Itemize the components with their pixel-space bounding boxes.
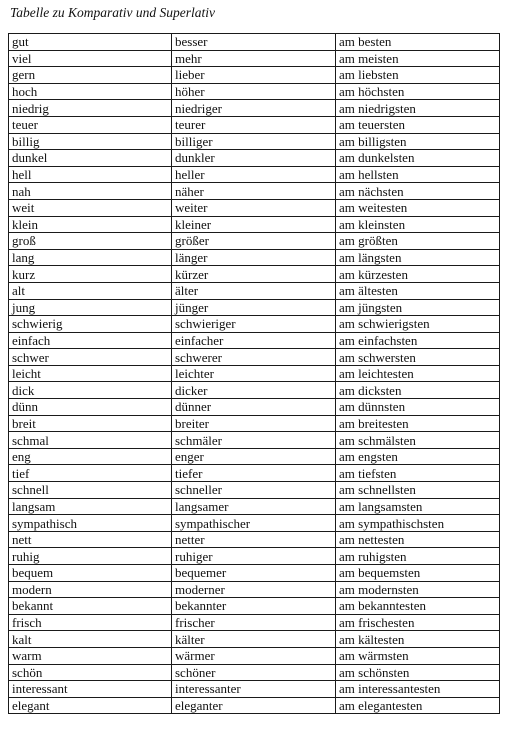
table-row bbox=[9, 581, 500, 598]
comparative-cell: tiefer bbox=[172, 465, 336, 482]
comparative-cell: ruhiger bbox=[172, 548, 336, 565]
table-row bbox=[9, 233, 500, 250]
comparative-cell: wärmer bbox=[172, 647, 336, 664]
positive-cell: billig bbox=[9, 133, 172, 150]
comparison-table bbox=[8, 33, 500, 714]
comparative-cell: interessanter bbox=[172, 681, 336, 698]
superlative-cell: am ruhigsten bbox=[336, 548, 500, 565]
comparative-cell: enger bbox=[172, 448, 336, 465]
comparative-cell: frischer bbox=[172, 614, 336, 631]
superlative-cell: am schnellsten bbox=[336, 482, 500, 499]
table-row bbox=[9, 482, 500, 499]
table-row bbox=[9, 266, 500, 283]
positive-cell: leicht bbox=[9, 365, 172, 382]
positive-cell: schnell bbox=[9, 482, 172, 499]
table-row bbox=[9, 116, 500, 133]
superlative-cell: am leichtesten bbox=[336, 365, 500, 382]
comparative-cell: dünner bbox=[172, 399, 336, 416]
table-row bbox=[9, 67, 500, 84]
document-title: Tabelle zu Komparativ und Superlativ bbox=[10, 5, 215, 20]
table-row bbox=[9, 681, 500, 698]
superlative-cell: am hellsten bbox=[336, 166, 500, 183]
table-row bbox=[9, 216, 500, 233]
comparative-cell: schneller bbox=[172, 482, 336, 499]
superlative-cell: am größten bbox=[336, 233, 500, 250]
superlative-cell: am kürzesten bbox=[336, 266, 500, 283]
comparative-cell: dicker bbox=[172, 382, 336, 399]
positive-cell: sympathisch bbox=[9, 515, 172, 532]
comparative-cell: schöner bbox=[172, 664, 336, 681]
comparison-table-body bbox=[9, 34, 500, 714]
superlative-cell: am interessantesten bbox=[336, 681, 500, 698]
comparative-cell: niedriger bbox=[172, 100, 336, 117]
superlative-cell: am modernsten bbox=[336, 581, 500, 598]
comparative-cell: teurer bbox=[172, 116, 336, 133]
comparative-cell: eleganter bbox=[172, 697, 336, 714]
comparative-cell: kälter bbox=[172, 631, 336, 648]
table-row bbox=[9, 150, 500, 167]
positive-cell: tief bbox=[9, 465, 172, 482]
comparative-cell: billiger bbox=[172, 133, 336, 150]
superlative-cell: am liebsten bbox=[336, 67, 500, 84]
positive-cell: schwierig bbox=[9, 316, 172, 333]
table-row bbox=[9, 565, 500, 582]
superlative-cell: am ältesten bbox=[336, 282, 500, 299]
comparative-cell: älter bbox=[172, 282, 336, 299]
positive-cell: niedrig bbox=[9, 100, 172, 117]
positive-cell: ruhig bbox=[9, 548, 172, 565]
positive-cell: gern bbox=[9, 67, 172, 84]
table-row bbox=[9, 100, 500, 117]
table-row bbox=[9, 631, 500, 648]
positive-cell: nett bbox=[9, 531, 172, 548]
table-row bbox=[9, 548, 500, 565]
table-row bbox=[9, 34, 500, 51]
table-row bbox=[9, 647, 500, 664]
superlative-cell: am kleinsten bbox=[336, 216, 500, 233]
table-row bbox=[9, 515, 500, 532]
positive-cell: warm bbox=[9, 647, 172, 664]
positive-cell: eng bbox=[9, 448, 172, 465]
superlative-cell: am besten bbox=[336, 34, 500, 51]
positive-cell: kurz bbox=[9, 266, 172, 283]
table-row bbox=[9, 316, 500, 333]
comparative-cell: langsamer bbox=[172, 498, 336, 515]
comparative-cell: jünger bbox=[172, 299, 336, 316]
superlative-cell: am nettesten bbox=[336, 531, 500, 548]
superlative-cell: am schwersten bbox=[336, 349, 500, 366]
positive-cell: klein bbox=[9, 216, 172, 233]
comparative-cell: besser bbox=[172, 34, 336, 51]
superlative-cell: am langsamsten bbox=[336, 498, 500, 515]
superlative-cell: am schmälsten bbox=[336, 432, 500, 449]
comparative-cell: einfacher bbox=[172, 332, 336, 349]
comparative-cell: bequemer bbox=[172, 565, 336, 582]
table-row bbox=[9, 299, 500, 316]
positive-cell: dick bbox=[9, 382, 172, 399]
positive-cell: dünn bbox=[9, 399, 172, 416]
comparative-cell: schmäler bbox=[172, 432, 336, 449]
table-row bbox=[9, 166, 500, 183]
superlative-cell: am schönsten bbox=[336, 664, 500, 681]
superlative-cell: am höchsten bbox=[336, 83, 500, 100]
table-row bbox=[9, 498, 500, 515]
positive-cell: langsam bbox=[9, 498, 172, 515]
table-row bbox=[9, 349, 500, 366]
comparative-cell: bekannter bbox=[172, 598, 336, 615]
comparative-cell: netter bbox=[172, 531, 336, 548]
comparative-cell: dunkler bbox=[172, 150, 336, 167]
comparative-cell: kürzer bbox=[172, 266, 336, 283]
superlative-cell: am breitesten bbox=[336, 415, 500, 432]
positive-cell: frisch bbox=[9, 614, 172, 631]
table-row bbox=[9, 332, 500, 349]
comparative-cell: moderner bbox=[172, 581, 336, 598]
superlative-cell: am niedrigsten bbox=[336, 100, 500, 117]
positive-cell: modern bbox=[9, 581, 172, 598]
positive-cell: bequem bbox=[9, 565, 172, 582]
positive-cell: jung bbox=[9, 299, 172, 316]
table-row bbox=[9, 199, 500, 216]
comparative-cell: höher bbox=[172, 83, 336, 100]
table-row bbox=[9, 282, 500, 299]
superlative-cell: am schwierigsten bbox=[336, 316, 500, 333]
table-row bbox=[9, 399, 500, 416]
positive-cell: alt bbox=[9, 282, 172, 299]
table-row bbox=[9, 432, 500, 449]
superlative-cell: am wärmsten bbox=[336, 647, 500, 664]
superlative-cell: am teuersten bbox=[336, 116, 500, 133]
table-row bbox=[9, 382, 500, 399]
table-row bbox=[9, 50, 500, 67]
table-row bbox=[9, 664, 500, 681]
table-row bbox=[9, 133, 500, 150]
superlative-cell: am kältesten bbox=[336, 631, 500, 648]
positive-cell: nah bbox=[9, 183, 172, 200]
positive-cell: interessant bbox=[9, 681, 172, 698]
positive-cell: schön bbox=[9, 664, 172, 681]
positive-cell: elegant bbox=[9, 697, 172, 714]
positive-cell: teuer bbox=[9, 116, 172, 133]
superlative-cell: am weitesten bbox=[336, 199, 500, 216]
table-row bbox=[9, 531, 500, 548]
positive-cell: kalt bbox=[9, 631, 172, 648]
superlative-cell: am tiefsten bbox=[336, 465, 500, 482]
table-row bbox=[9, 614, 500, 631]
comparative-cell: heller bbox=[172, 166, 336, 183]
comparative-cell: näher bbox=[172, 183, 336, 200]
comparative-cell: weiter bbox=[172, 199, 336, 216]
superlative-cell: am dicksten bbox=[336, 382, 500, 399]
table-row bbox=[9, 249, 500, 266]
table-row bbox=[9, 448, 500, 465]
table-row bbox=[9, 598, 500, 615]
comparative-cell: länger bbox=[172, 249, 336, 266]
superlative-cell: am dünnsten bbox=[336, 399, 500, 416]
table-row bbox=[9, 465, 500, 482]
superlative-cell: am sympathischsten bbox=[336, 515, 500, 532]
table-row bbox=[9, 183, 500, 200]
positive-cell: breit bbox=[9, 415, 172, 432]
superlative-cell: am frischesten bbox=[336, 614, 500, 631]
superlative-cell: am meisten bbox=[336, 50, 500, 67]
superlative-cell: am elegantesten bbox=[336, 697, 500, 714]
superlative-cell: am dunkelsten bbox=[336, 150, 500, 167]
positive-cell: groß bbox=[9, 233, 172, 250]
positive-cell: dunkel bbox=[9, 150, 172, 167]
comparative-cell: kleiner bbox=[172, 216, 336, 233]
superlative-cell: am längsten bbox=[336, 249, 500, 266]
superlative-cell: am engsten bbox=[336, 448, 500, 465]
positive-cell: lang bbox=[9, 249, 172, 266]
positive-cell: schmal bbox=[9, 432, 172, 449]
positive-cell: einfach bbox=[9, 332, 172, 349]
positive-cell: bekannt bbox=[9, 598, 172, 615]
comparative-cell: mehr bbox=[172, 50, 336, 67]
positive-cell: hoch bbox=[9, 83, 172, 100]
superlative-cell: am bekanntesten bbox=[336, 598, 500, 615]
comparative-cell: sympathischer bbox=[172, 515, 336, 532]
comparative-cell: leichter bbox=[172, 365, 336, 382]
comparative-cell: lieber bbox=[172, 67, 336, 84]
positive-cell: weit bbox=[9, 199, 172, 216]
positive-cell: gut bbox=[9, 34, 172, 51]
comparative-cell: breiter bbox=[172, 415, 336, 432]
comparative-cell: größer bbox=[172, 233, 336, 250]
comparative-cell: schwieriger bbox=[172, 316, 336, 333]
superlative-cell: am bequemsten bbox=[336, 565, 500, 582]
superlative-cell: am einfachsten bbox=[336, 332, 500, 349]
superlative-cell: am jüngsten bbox=[336, 299, 500, 316]
positive-cell: viel bbox=[9, 50, 172, 67]
superlative-cell: am billigsten bbox=[336, 133, 500, 150]
table-row bbox=[9, 83, 500, 100]
superlative-cell: am nächsten bbox=[336, 183, 500, 200]
positive-cell: hell bbox=[9, 166, 172, 183]
positive-cell: schwer bbox=[9, 349, 172, 366]
table-row bbox=[9, 697, 500, 714]
table-row bbox=[9, 365, 500, 382]
comparative-cell: schwerer bbox=[172, 349, 336, 366]
table-row bbox=[9, 415, 500, 432]
